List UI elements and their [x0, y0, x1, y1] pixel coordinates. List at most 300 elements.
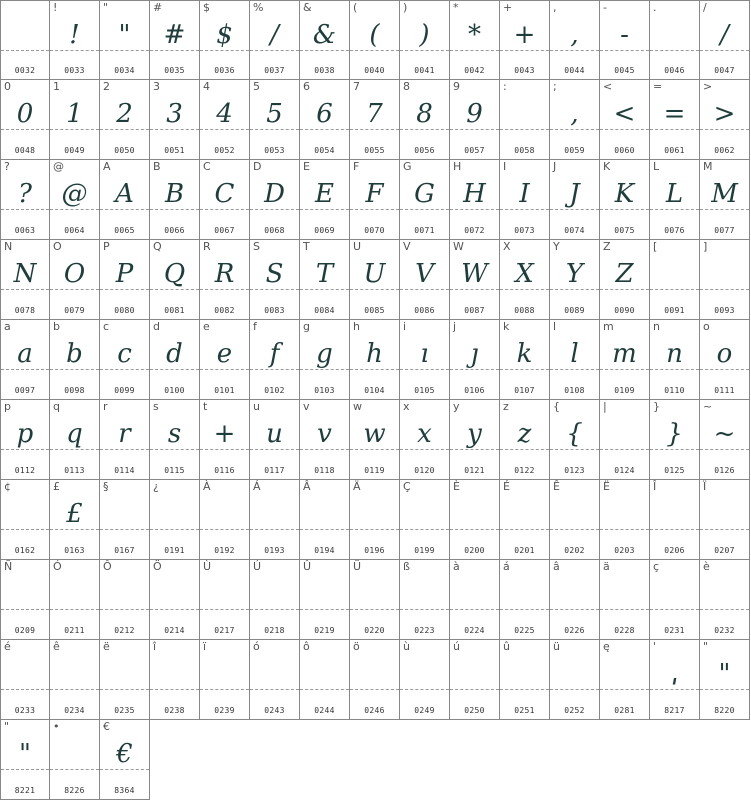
char-label: û [503, 640, 510, 653]
glyph-cell[interactable] [0, 160, 50, 240]
char-label: a [4, 320, 11, 333]
glyph-cell[interactable] [200, 160, 250, 240]
char-label: y [453, 400, 460, 413]
glyph-cell[interactable] [350, 320, 400, 400]
glyph-cell[interactable] [500, 80, 550, 160]
char-code: 0038 [314, 66, 335, 75]
char-code: 0107 [514, 386, 535, 395]
char-label: z [503, 400, 509, 413]
glyph-cell[interactable] [100, 640, 150, 720]
glyph-cell[interactable] [500, 0, 550, 80]
char-label: 8 [403, 80, 410, 93]
glyph-cell[interactable] [50, 400, 100, 480]
glyph-sample: I [519, 179, 530, 209]
glyph-cell[interactable] [50, 80, 100, 160]
char-label: J [553, 160, 557, 173]
glyph-cell[interactable] [600, 320, 650, 400]
glyph-sample [400, 652, 449, 693]
glyph-sample [550, 492, 599, 533]
glyph-cell[interactable] [500, 320, 550, 400]
char-label: Ç [403, 480, 411, 493]
char-code: 0162 [14, 546, 36, 555]
glyph-cell[interactable] [600, 0, 650, 80]
glyph-cell[interactable] [650, 320, 700, 400]
glyph-sample: 0 [16, 99, 34, 129]
glyph-sample [200, 572, 249, 613]
glyph-cell[interactable] [350, 80, 400, 160]
char-code: 0206 [664, 546, 685, 555]
char-label: > [703, 80, 713, 93]
char-code: 0115 [164, 466, 185, 475]
char-code: 0043 [514, 66, 535, 75]
char-code: 0049 [64, 146, 85, 155]
glyph-sample: 9 [466, 99, 483, 129]
glyph-sample [600, 492, 649, 533]
glyph-sample: p [16, 419, 34, 449]
glyph-cell[interactable] [650, 0, 700, 80]
glyph-sample: L [665, 179, 684, 209]
char-label: È [453, 480, 460, 493]
char-label: | [603, 400, 607, 413]
glyph-cell[interactable] [500, 480, 550, 560]
char-code: 0249 [414, 706, 435, 715]
glyph-cell[interactable] [450, 560, 500, 640]
char-code: 0228 [614, 626, 635, 635]
glyph-cell[interactable] [200, 240, 250, 320]
char-code: 0214 [164, 626, 185, 635]
glyph-sample [300, 572, 349, 613]
glyph-cell[interactable] [700, 480, 750, 560]
char-label: á [503, 560, 510, 573]
glyph-cell[interactable] [650, 640, 700, 720]
glyph-cell[interactable] [400, 400, 450, 480]
char-code: 0101 [214, 386, 235, 395]
glyph-sample: " [118, 20, 131, 50]
char-code: 0116 [214, 466, 235, 475]
glyph-cell[interactable] [600, 160, 650, 240]
char-label: V [403, 240, 411, 253]
glyph-sample: r [118, 419, 131, 449]
glyph-sample: 4 [216, 99, 233, 129]
char-label: } [653, 400, 660, 413]
char-label: v [303, 400, 310, 413]
char-label: [ [653, 240, 658, 253]
glyph-cell[interactable] [350, 640, 400, 720]
char-label: ç [653, 560, 660, 573]
glyph-sample: u [266, 419, 283, 449]
char-label: ę [603, 640, 610, 653]
glyph-sample [100, 492, 149, 533]
glyph-cell[interactable] [150, 80, 200, 160]
glyph-sample: o [716, 339, 733, 369]
glyph-cell[interactable] [700, 160, 750, 240]
glyph-sample: 8 [416, 99, 433, 129]
glyph-sample [250, 492, 299, 533]
glyph-sample: q [66, 419, 83, 449]
glyph-cell[interactable] [550, 240, 600, 320]
char-label: Z [603, 240, 611, 253]
glyph-cell[interactable] [650, 480, 700, 560]
char-code: 0073 [514, 226, 535, 235]
glyph-cell[interactable] [300, 320, 350, 400]
glyph-sample: f [269, 339, 280, 369]
glyph-sample: k [516, 339, 533, 369]
glyph-cell[interactable] [250, 320, 300, 400]
glyph-cell[interactable] [100, 560, 150, 640]
glyph-sample: y [467, 419, 482, 449]
char-code: 0105 [414, 386, 435, 395]
glyph-cell[interactable] [450, 0, 500, 80]
glyph-cell[interactable] [650, 160, 700, 240]
char-code: 0042 [464, 66, 485, 75]
glyph-cell[interactable] [350, 560, 400, 640]
glyph-cell[interactable] [250, 640, 300, 720]
glyph-sample: E [315, 179, 334, 209]
glyph-cell[interactable] [200, 0, 250, 80]
glyph-sample: + [513, 20, 536, 50]
glyph-cell[interactable] [0, 640, 50, 720]
glyph-cell[interactable] [400, 160, 450, 240]
glyph-cell[interactable] [500, 640, 550, 720]
char-code: 0082 [214, 306, 235, 315]
char-code: 0201 [514, 546, 535, 555]
glyph-cell[interactable] [0, 400, 50, 480]
glyph-cell[interactable] [600, 240, 650, 320]
glyph-cell[interactable] [500, 240, 550, 320]
glyph-cell[interactable] [500, 560, 550, 640]
char-code: 0071 [414, 226, 435, 235]
glyph-sample: a [17, 339, 33, 369]
glyph-cell[interactable] [200, 640, 250, 720]
glyph-cell[interactable] [100, 480, 150, 560]
glyph-cell[interactable] [150, 240, 200, 320]
glyph-cell[interactable] [650, 240, 700, 320]
glyph-cell[interactable] [550, 560, 600, 640]
char-label: 5 [253, 80, 260, 93]
char-code: 0108 [564, 386, 585, 395]
char-label: ù [403, 640, 410, 653]
char-label: £ [53, 480, 60, 493]
char-code: 0069 [314, 226, 335, 235]
char-label: ó [253, 640, 260, 653]
glyph-sample [450, 572, 499, 613]
glyph-cell[interactable] [500, 160, 550, 240]
glyph-cell[interactable] [400, 240, 450, 320]
glyph-cell[interactable] [600, 560, 650, 640]
glyph-cell[interactable] [50, 480, 100, 560]
glyph-cell[interactable] [100, 320, 150, 400]
glyph-cell[interactable] [0, 480, 50, 560]
glyph-cell[interactable] [350, 160, 400, 240]
glyph-sample: € [116, 739, 133, 769]
glyph-cell[interactable] [600, 640, 650, 720]
glyph-cell[interactable] [450, 320, 500, 400]
char-label: ê [53, 640, 60, 653]
glyph-cell[interactable] [700, 560, 750, 640]
glyph-sample [100, 652, 149, 693]
char-code: 0033 [64, 66, 85, 75]
char-code: 0121 [464, 466, 485, 475]
glyph-sample: Q [163, 259, 186, 289]
char-code: 0063 [14, 226, 36, 235]
glyph-cell[interactable] [400, 80, 450, 160]
glyph-cell[interactable] [50, 240, 100, 320]
glyph-cell[interactable] [100, 400, 150, 480]
glyph-cell[interactable] [0, 720, 50, 800]
glyph-cell[interactable] [550, 640, 600, 720]
glyph-sample [1, 492, 49, 533]
glyph-cell[interactable] [150, 640, 200, 720]
char-label: f [253, 320, 257, 333]
char-code: 0232 [714, 626, 735, 635]
char-label: Q [153, 240, 162, 253]
char-label: n [653, 320, 660, 333]
char-label: # [153, 1, 163, 14]
glyph-cell[interactable] [200, 560, 250, 640]
glyph-cell[interactable] [0, 0, 50, 80]
glyph-cell[interactable] [300, 160, 350, 240]
glyph-cell[interactable] [100, 720, 150, 800]
glyph-cell[interactable] [200, 80, 250, 160]
glyph-cell[interactable] [250, 160, 300, 240]
char-code: 0207 [714, 546, 735, 555]
char-code: 0032 [14, 66, 36, 75]
glyph-cell[interactable] [250, 0, 300, 80]
glyph-sample: U [363, 259, 386, 289]
char-label: K [603, 160, 611, 173]
char-label: x [403, 400, 410, 413]
char-label: • [53, 720, 60, 733]
char-code: 8217 [664, 706, 685, 715]
glyph-cell[interactable] [700, 80, 750, 160]
glyph-cell[interactable] [500, 400, 550, 480]
glyph-cell[interactable] [400, 480, 450, 560]
glyph-sample: } [666, 419, 683, 449]
glyph-cell[interactable] [350, 240, 400, 320]
char-label: Ï [703, 480, 707, 493]
glyph-cell[interactable] [200, 400, 250, 480]
glyph-cell[interactable] [550, 0, 600, 80]
glyph-sample [250, 652, 299, 693]
glyph-sample: 3 [166, 99, 183, 129]
char-code: 0235 [114, 706, 135, 715]
char-label: 1 [53, 80, 60, 93]
char-label: r [103, 400, 108, 413]
glyph-cell[interactable] [650, 560, 700, 640]
glyph-sample: N [13, 259, 37, 289]
glyph-cell[interactable] [550, 80, 600, 160]
char-label: ï [203, 640, 207, 653]
glyph-cell[interactable] [150, 320, 200, 400]
glyph-cell[interactable] [300, 80, 350, 160]
glyph-sample: d [166, 339, 183, 369]
char-code: 0046 [664, 66, 685, 75]
glyph-cell[interactable] [250, 560, 300, 640]
glyph-sample: b [66, 339, 83, 369]
char-label: 6 [303, 80, 310, 93]
char-label: " [703, 640, 709, 653]
char-label: 7 [353, 80, 360, 93]
char-label: G [403, 160, 412, 173]
char-code: 0083 [264, 306, 285, 315]
char-code: 0104 [364, 386, 385, 395]
char-code: 0224 [464, 626, 485, 635]
char-label: E [303, 160, 310, 173]
glyph-cell[interactable] [0, 80, 50, 160]
char-label: N [4, 240, 13, 253]
char-code: 0246 [364, 706, 385, 715]
glyph-cell[interactable] [50, 560, 100, 640]
glyph-cell[interactable] [450, 160, 500, 240]
glyph-sample: K [614, 179, 635, 209]
glyph-cell[interactable] [400, 560, 450, 640]
glyph-cell[interactable] [350, 0, 400, 80]
glyph-cell[interactable] [250, 400, 300, 480]
glyph-cell[interactable] [650, 80, 700, 160]
glyph-cell[interactable] [50, 640, 100, 720]
glyph-cell[interactable] [0, 240, 50, 320]
glyph-cell[interactable] [700, 0, 750, 80]
glyph-cell[interactable] [150, 160, 200, 240]
glyph-cell[interactable] [150, 480, 200, 560]
glyph-cell[interactable] [450, 640, 500, 720]
char-code: 0238 [164, 706, 185, 715]
char-code: 0091 [664, 306, 685, 315]
char-code: 0219 [314, 626, 335, 635]
glyph-sample: 6 [316, 99, 333, 129]
char-label: é [4, 640, 11, 653]
glyph-cell[interactable] [150, 400, 200, 480]
char-label: Ñ [4, 560, 13, 573]
glyph-cell[interactable] [600, 80, 650, 160]
char-code: 0054 [314, 146, 335, 155]
glyph-cell[interactable] [300, 400, 350, 480]
glyph-cell[interactable] [450, 240, 500, 320]
glyph-cell[interactable] [50, 0, 100, 80]
glyph-cell[interactable] [400, 0, 450, 80]
glyph-cell[interactable] [700, 640, 750, 720]
glyph-cell[interactable] [50, 160, 100, 240]
char-code: 0212 [114, 626, 135, 635]
glyph-cell[interactable] [100, 0, 150, 80]
char-label: ! [53, 1, 58, 14]
glyph-sample: ȷ [470, 339, 479, 369]
glyph-cell[interactable] [700, 240, 750, 320]
glyph-cell[interactable] [550, 480, 600, 560]
char-code: 8226 [64, 786, 85, 795]
glyph-cell[interactable] [50, 320, 100, 400]
char-code: 0220 [364, 626, 385, 635]
glyph-sample: ? [18, 179, 32, 209]
glyph-sample: ( [369, 20, 380, 50]
glyph-sample: g [316, 339, 333, 369]
char-code: 0106 [464, 386, 485, 395]
glyph-cell[interactable] [250, 80, 300, 160]
char-label: d [153, 320, 160, 333]
glyph-cell[interactable] [100, 160, 150, 240]
glyph-cell[interactable] [600, 400, 650, 480]
char-label: ] [703, 240, 708, 253]
glyph-cell[interactable] [450, 480, 500, 560]
glyph-cell[interactable] [100, 240, 150, 320]
char-label: Ú [253, 560, 262, 573]
glyph-cell[interactable] [300, 640, 350, 720]
char-code: 0233 [14, 706, 36, 715]
char-label: $ [203, 1, 210, 14]
glyph-cell[interactable] [400, 320, 450, 400]
glyph-cell[interactable] [250, 240, 300, 320]
char-label: Ô [103, 560, 112, 573]
glyph-cell[interactable] [400, 640, 450, 720]
glyph-cell[interactable] [700, 320, 750, 400]
char-code: 0199 [414, 546, 435, 555]
glyph-cell[interactable] [350, 480, 400, 560]
glyph-sample: G [414, 179, 435, 209]
glyph-cell[interactable] [300, 0, 350, 80]
char-label: : [503, 80, 507, 93]
glyph-cell[interactable] [150, 0, 200, 80]
glyph-sample: 5 [266, 99, 283, 129]
glyph-cell[interactable] [450, 80, 500, 160]
glyph-cell[interactable] [300, 560, 350, 640]
glyph-sample: S [265, 259, 284, 289]
glyph-cell[interactable] [200, 480, 250, 560]
glyph-cell[interactable] [700, 400, 750, 480]
char-label: W [453, 240, 464, 253]
glyph-cell[interactable] [150, 560, 200, 640]
glyph-cell[interactable] [550, 320, 600, 400]
char-code: 0217 [214, 626, 235, 635]
glyph-sample: ı [420, 339, 429, 369]
char-label: à [453, 560, 460, 573]
glyph-sample: e [216, 339, 233, 369]
glyph-sample [50, 652, 99, 693]
glyph-cell[interactable] [550, 400, 600, 480]
glyph-sample: / [270, 20, 279, 50]
glyph-cell[interactable] [350, 400, 400, 480]
glyph-cell[interactable] [300, 240, 350, 320]
glyph-cell[interactable] [450, 400, 500, 480]
glyph-cell[interactable] [50, 720, 100, 800]
char-code: 0050 [114, 146, 135, 155]
char-label: . [653, 1, 657, 14]
char-code: 0088 [514, 306, 535, 315]
glyph-sample: ) [419, 20, 430, 50]
char-code: 0044 [564, 66, 585, 75]
glyph-cell[interactable] [0, 320, 50, 400]
glyph-cell[interactable] [0, 560, 50, 640]
char-label: è [703, 560, 710, 573]
glyph-sample: & [312, 20, 337, 50]
glyph-cell[interactable] [100, 80, 150, 160]
char-code: 0114 [114, 466, 135, 475]
char-label: 3 [153, 80, 160, 93]
glyph-cell[interactable] [300, 480, 350, 560]
char-label: ? [4, 160, 10, 173]
char-code: 0059 [564, 146, 585, 155]
char-code: 0098 [64, 386, 85, 395]
char-label: { [553, 400, 560, 413]
glyph-cell[interactable] [250, 480, 300, 560]
glyph-cell[interactable] [200, 320, 250, 400]
char-label: A [103, 160, 111, 173]
char-code: 8221 [14, 786, 36, 795]
glyph-cell[interactable] [650, 400, 700, 480]
glyph-cell[interactable] [600, 480, 650, 560]
glyph-cell[interactable] [550, 160, 600, 240]
char-code: 0103 [314, 386, 335, 395]
char-label: k [503, 320, 510, 333]
